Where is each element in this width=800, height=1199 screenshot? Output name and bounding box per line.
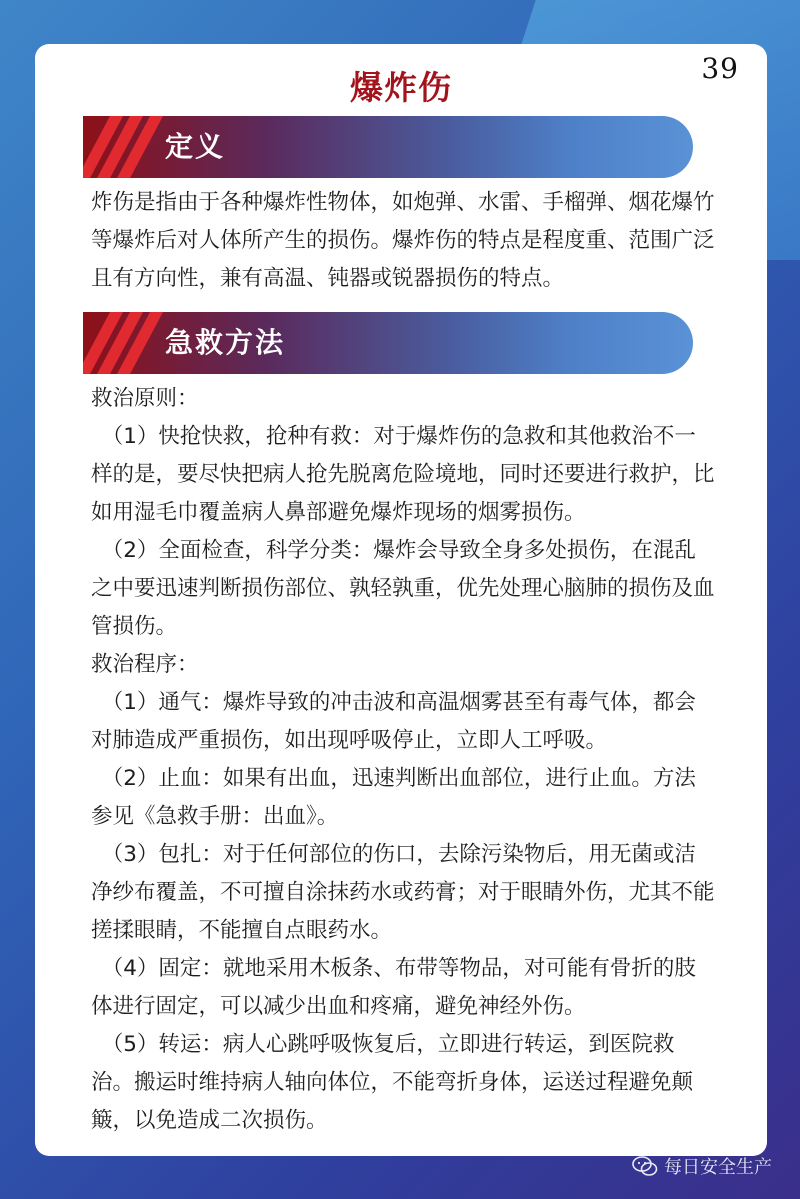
procedure-item: （1）通气：爆炸导致的冲击波和高温烟雾甚至有毒气体，都会对肺造成严重损伤，如出现呼吸停止，立即人工呼吸。 [91,690,696,753]
watermark-text: 每日安全生产 [664,1157,772,1178]
principles-title: 救治原则： [91,386,199,411]
definition-paragraph: 炸伤是指由于各种爆炸性物体，如炮弹、水雷、手榴弹、烟花爆竹等爆炸后对人体所产生的损伤。爆炸伤的特点是程度重、范围广泛且有方向性，兼有高温、钝器或锐器损伤的特点。 [91,190,715,291]
section-title-first-aid: 急救方法 [165,326,286,359]
section-header-first-aid [83,312,693,374]
procedure-item: （3）包扎：对于任何部位的伤口，去除污染物后，用无菌或洁净纱布覆盖，不可擅自涂抹药水或药膏；对于眼睛外伤，尤其不能搓揉眼睛，不能擅自点眼药水。 [91,842,715,943]
procedure-item: （5）转运：病人心跳呼吸恢复后，立即进行转运，到医院救治。搬运时维持病人轴向体位，不能弯折身体，运送过程避免颠簸，以免造成二次损伤。 [91,1032,694,1133]
procedures-title: 救治程序： [91,652,199,677]
wechat-icon [632,1155,658,1177]
definition-text-block [91,184,715,298]
content-card [35,44,767,1156]
watermark [632,1153,772,1179]
stripe-decoration [83,312,153,374]
principle-item: （2）全面检查，科学分类：爆炸会导致全身多处损伤，在混乱之中要迅速判断损伤部位、孰轻孰重，优先处理心脑肺的损伤及血管损伤。 [91,538,715,639]
page-title: 爆炸伤 [350,68,452,107]
procedure-item: （4）固定：就地采用木板条、布带等物品，对可能有骨折的肢体进行固定，可以减少出血和疼痛，避免神经外伤。 [91,956,696,1019]
section-title-definition: 定义 [165,130,226,163]
section-header-definition [83,116,693,178]
procedure-item: （2）止血：如果有出血，迅速判断出血部位，进行止血。方法参见《急救手册：出血》。 [91,766,696,829]
stripe-decoration [83,116,153,178]
page-number: 39 [701,52,739,85]
first-aid-text-block [91,380,715,1140]
principle-item: （1）快抢快救，抢种有救：对于爆炸伤的急救和其他救治不一样的是，要尽快把病人抢先脱离危险境地，同时还要进行救护，比如用湿毛巾覆盖病人鼻部避免爆炸现场的烟雾损伤。 [91,424,715,525]
